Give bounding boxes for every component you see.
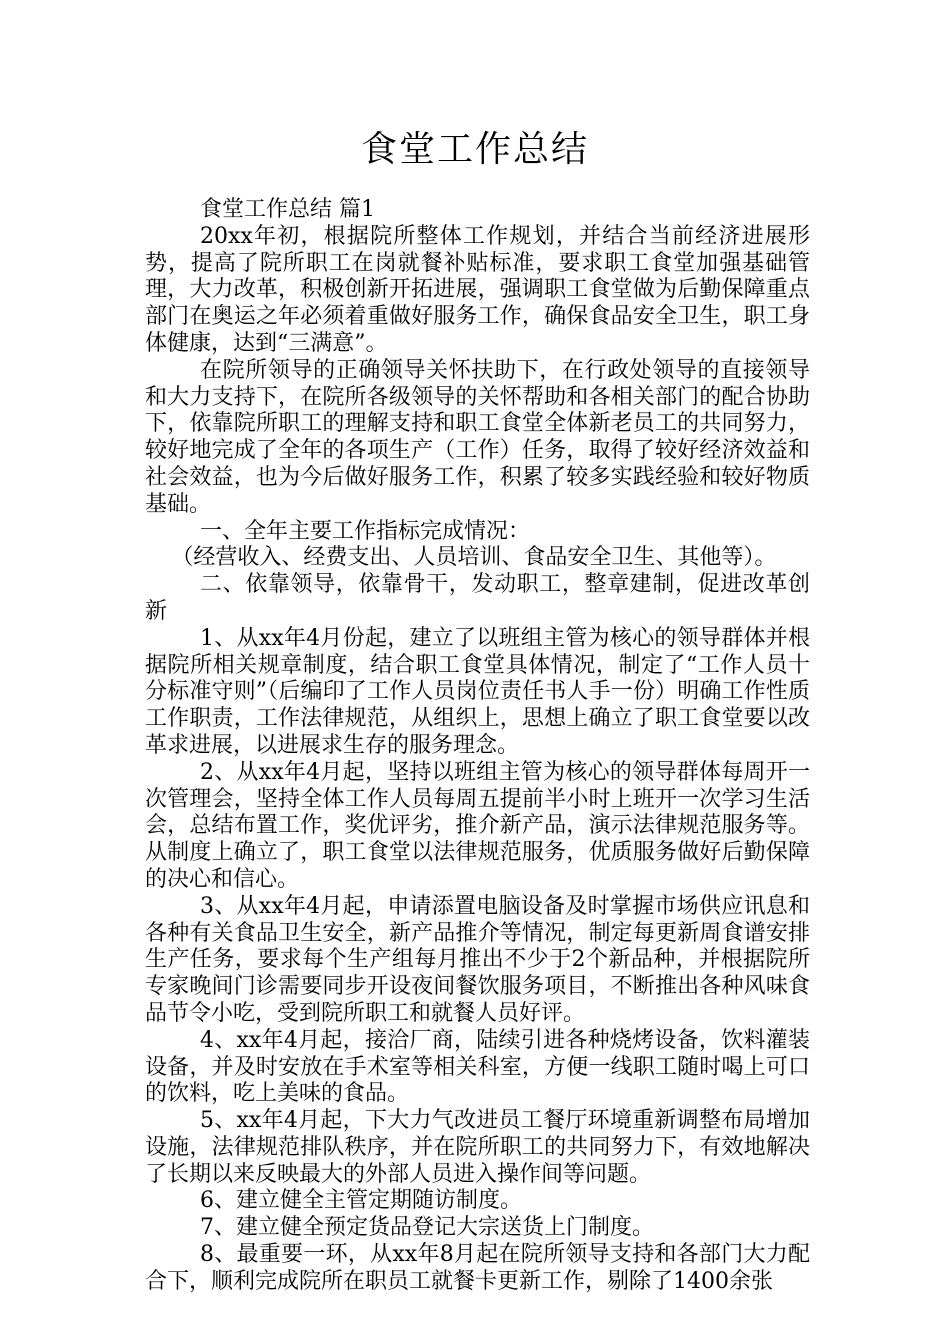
list-item-2: 2、从xx年4月起，坚持以班组主管为核心的领导群体每周开一次管理会，坚持全体工作人员每周五提前半小时上班开一次学习生活会，总结布置工作，奖优评劣，推介新产品，演示法律规范服务等。从制度上确立了，职工食堂以法律规范服务，优质服务做好后勤保障的决心和信心。 [145,759,810,892]
paragraph-achievements: 在院所领导的正确领导关怀扶助下，在行政处领导的直接领导和大力支持下，在院所各级领导的关怀帮助和各相关部门的配合协助下，依靠院所职工的理解支持和职工食堂全体新老员工的共同努力，较好地完成了全年的各项生产（工作）任务，取得了较好经济效益和社会效益，也为今后做好服务工作，积累了较多实践经验和较好物质基础。 [145,357,810,517]
list-item-8: 8、最重要一环，从xx年8月起在院所领导支持和各部门大力配合下，顺利完成院所在职员工就餐卡更新工作，剔除了1400余张 [145,1242,810,1294]
paragraph-indicators-list: （经营收入、经费支出、人员培训、食品安全卫生、其他等）。 [171,545,777,571]
list-item-6: 6、建立健全主管定期随访制度。 [200,1188,522,1214]
list-item-5: 5、xx年4月起，下大力气改进员工餐厅环境重新调整布局增加设施，法律规范排队秩序，并在院所职工的共同努力下，有效地解决了长期以来反映最大的外部人员进入操作间等问题。 [145,1108,810,1187]
list-item-1: 1、从xx年4月份起，建立了以班组主管为核心的领导群体并根据院所相关规章制度，结合职工食堂具体情况，制定了“工作人员十分标准守则”（后编印了工作人员岗位责任书人手一份）明确工作性质工作职责，工作法律规范，从组织上，思想上确立了职工食堂要以改革求进展，以进展求生存的服务理念。 [145,625,810,758]
heading-reform: 二、依靠领导，依靠骨干，发动职工，整章建制，促进改革创新 [145,572,810,624]
section-heading: 食堂工作总结 篇1 [200,197,375,222]
list-item-3: 3、从xx年4月起，申请添置电脑设备及时掌握市场供应讯息和各种有关食品卫生安全，新产品推介等情况，制定每更新周食谱安排生产任务，要求每个生产组每月推出不少于2个新品种，并根据院所专家晚间门诊需要同步开设夜间餐饮服务项目，不断推出各种风味食品节令小吃，受到院所职工和就餐人员好评。 [145,893,810,1026]
paragraph-intro: 20xx年初，根据院所整体工作规划，并结合当前经济进展形势，提高了院所职工在岗就餐补贴标准，要求职工食堂加强基础管理，大力改革，积极创新开拓进展，强调职工食堂做为后勤保障重点部门在奥运之年必须着重做好服务工作，确保食品安全卫生，职工身体健康，达到“三满意”。 [145,223,810,356]
heading-indicators: 一、全年主要工作指标完成情况： [200,518,531,544]
document-body [145,197,810,1296]
list-item-7: 7、建立健全预定货品登记大宗送货上门制度。 [200,1215,654,1241]
document-title: 食堂工作总结 [360,129,589,170]
list-item-4: 4、xx年4月起，接洽厂商，陆续引进各种烧烤设备，饮料灌装设备，并及时安放在手术室等相关科室，方便一线职工随时喝上可口的饮料，吃上美味的食品。 [145,1027,810,1107]
